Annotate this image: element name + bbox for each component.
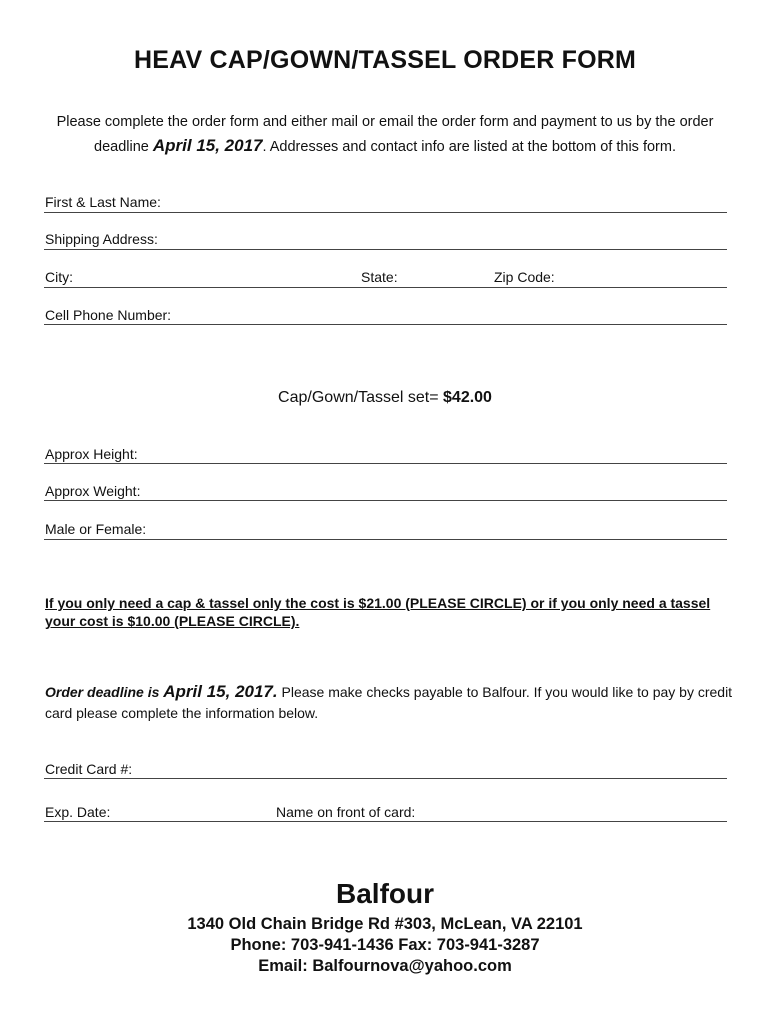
- weight-field-line[interactable]: [44, 500, 727, 501]
- order-deadline-date: April 15, 2017.: [163, 682, 278, 701]
- height-label: Approx Height:: [45, 446, 138, 462]
- order-deadline-text: Please make checks payable to Balfour. If you would like to pay by credit card please complete the information below.: [45, 684, 733, 721]
- company-email: Email: Balfournova@yahoo.com: [258, 957, 512, 975]
- gender-field-line[interactable]: [44, 539, 727, 540]
- intro-text-start: Please complete the order form and either mail or email the order form and payment to us by the order deadline: [56, 114, 714, 155]
- shipping-address-field-line[interactable]: [44, 249, 727, 250]
- state-label: State:: [361, 269, 398, 285]
- exp-date-name-field-line[interactable]: [44, 821, 727, 822]
- company-address: 1340 Old Chain Bridge Rd #303, McLean, VA 22101: [187, 915, 583, 933]
- name-field-line[interactable]: [44, 212, 727, 213]
- gender-label: Male or Female:: [45, 521, 147, 537]
- shipping-address-label: Shipping Address:: [45, 231, 158, 247]
- weight-label: Approx Weight:: [45, 483, 141, 499]
- name-on-card-label: Name on front of card:: [276, 804, 416, 820]
- cell-phone-label: Cell Phone Number:: [45, 307, 172, 323]
- name-label: First & Last Name:: [45, 194, 161, 210]
- exp-date-label: Exp. Date:: [45, 804, 111, 820]
- set-price-line: [0, 389, 770, 407]
- set-price-label: Cap/Gown/Tassel set=: [278, 389, 444, 406]
- cell-phone-field-line[interactable]: [44, 324, 727, 325]
- form-title: HEAV CAP/GOWN/TASSEL ORDER FORM: [133, 46, 637, 74]
- company-phone-fax: Phone: 703-941-1436 Fax: 703-941-3287: [230, 936, 540, 954]
- order-deadline-paragraph: [45, 681, 735, 724]
- intro-text-end: . Addresses and contact info are listed at the bottom of this form.: [262, 139, 676, 155]
- intro-paragraph: [40, 111, 730, 159]
- city-state-zip-field-line[interactable]: [44, 287, 727, 288]
- intro-deadline: April 15, 2017: [152, 136, 263, 155]
- height-field-line[interactable]: [44, 463, 727, 464]
- credit-card-field-line[interactable]: [44, 778, 727, 779]
- order-deadline-lead: Order deadline is: [45, 684, 164, 700]
- credit-card-label: Credit Card #:: [45, 761, 133, 777]
- set-price-value: $42.00: [443, 389, 492, 406]
- company-name: Balfour: [336, 878, 434, 909]
- zip-code-label: Zip Code:: [494, 269, 555, 285]
- cap-tassel-notice: If you only need a cap & tassel only the cost is $21.00 (PLEASE CIRCLE) or if you only need a tassel your cost is $10.00 (PLEASE CIRCLE).: [45, 595, 711, 629]
- city-label: City:: [45, 269, 73, 285]
